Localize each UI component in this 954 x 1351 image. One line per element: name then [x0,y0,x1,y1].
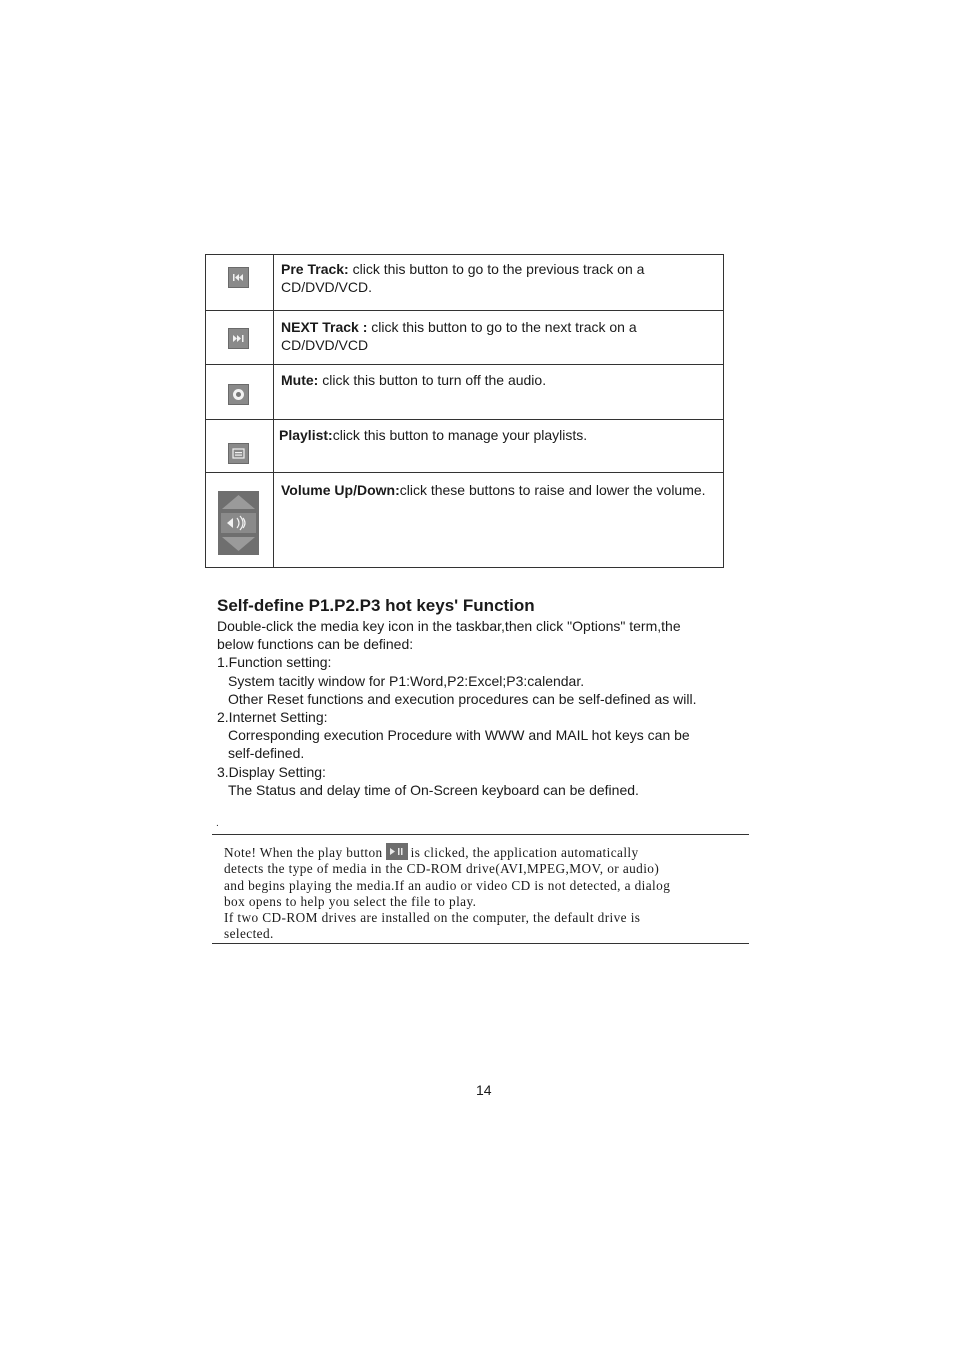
next-track-icon [228,328,249,349]
note-line: and begins playing the media.If an audio or video CD is not detected, a dialog [224,877,671,893]
controls-table [205,254,724,568]
body-line: 2.Internet Setting: [217,709,328,726]
table-row [206,420,723,473]
row-description [281,260,715,296]
note-line: Note! When the play button [224,845,383,860]
body-line: System tacitly window for P1:Word,P2:Excel;P3:calendar. [228,672,585,689]
body-line: self-defined. [228,745,305,762]
row-label: NEXT Track : [281,319,368,335]
icon-cell [206,473,274,567]
body-line: 1.Function setting: [217,654,332,671]
table-row [206,365,723,420]
body-line: Other Reset functions and execution procedures can be self-defined as will. [228,690,697,707]
prev-track-icon [228,267,249,288]
note-line: is clicked, the application automatically [410,845,639,860]
table-row [206,255,723,311]
row-label: Mute: [281,372,319,388]
section-heading: Self-define P1.P2.P3 hot keys' Function [217,596,535,615]
note-line: selected. [224,926,274,942]
stray-dot: . [216,818,219,829]
row-text: click this button to go to the previous track on a [348,261,645,277]
row-label: Playlist: [279,427,333,443]
mute-icon [228,384,249,405]
note-line: box opens to help you select the file to play. [224,893,477,909]
row-text: click this button to turn off the audio. [318,372,547,388]
note-text [224,843,749,943]
page-number: 14 [476,1082,492,1098]
icon-cell [206,255,274,310]
play-button-icon [386,843,408,860]
row-text: click these buttons to raise and lower the volume. [399,482,706,498]
row-label: Volume Up/Down: [281,482,400,498]
row-description [281,481,715,499]
row-text-2: CD/DVD/VCD. [281,279,373,295]
row-label: Pre Track: [281,261,349,277]
playlist-icon [228,443,249,464]
row-description [281,318,715,354]
row-text: click this button to manage your playlists. [332,427,588,443]
row-description [279,426,715,444]
table-row [206,311,723,365]
note-line: If two CD-ROM drives are installed on the computer, the default drive is [224,910,641,926]
note-line: detects the type of media in the CD-ROM drive(AVI,MPEG,MOV, or audio) [224,861,660,877]
section-body [217,617,737,799]
table-row [206,473,723,567]
volume-up-down-icon [218,491,259,555]
body-line: Corresponding execution Procedure with WWW and MAIL hot keys can be [228,727,690,744]
icon-cell [206,420,274,472]
row-description [281,371,715,389]
icon-cell [206,365,274,419]
body-line: Double-click the media key icon in the taskbar,then click "Options" term,the [217,618,681,634]
icon-cell [206,311,274,364]
body-line: The Status and delay time of On-Screen keyboard can be defined. [228,781,639,798]
row-text-2: CD/DVD/VCD [281,337,369,353]
body-line: below functions can be defined: [217,636,414,653]
body-line: 3.Display Setting: [217,763,326,780]
row-text: click this button to go to the next track on a [367,319,637,335]
note-box [212,834,749,944]
